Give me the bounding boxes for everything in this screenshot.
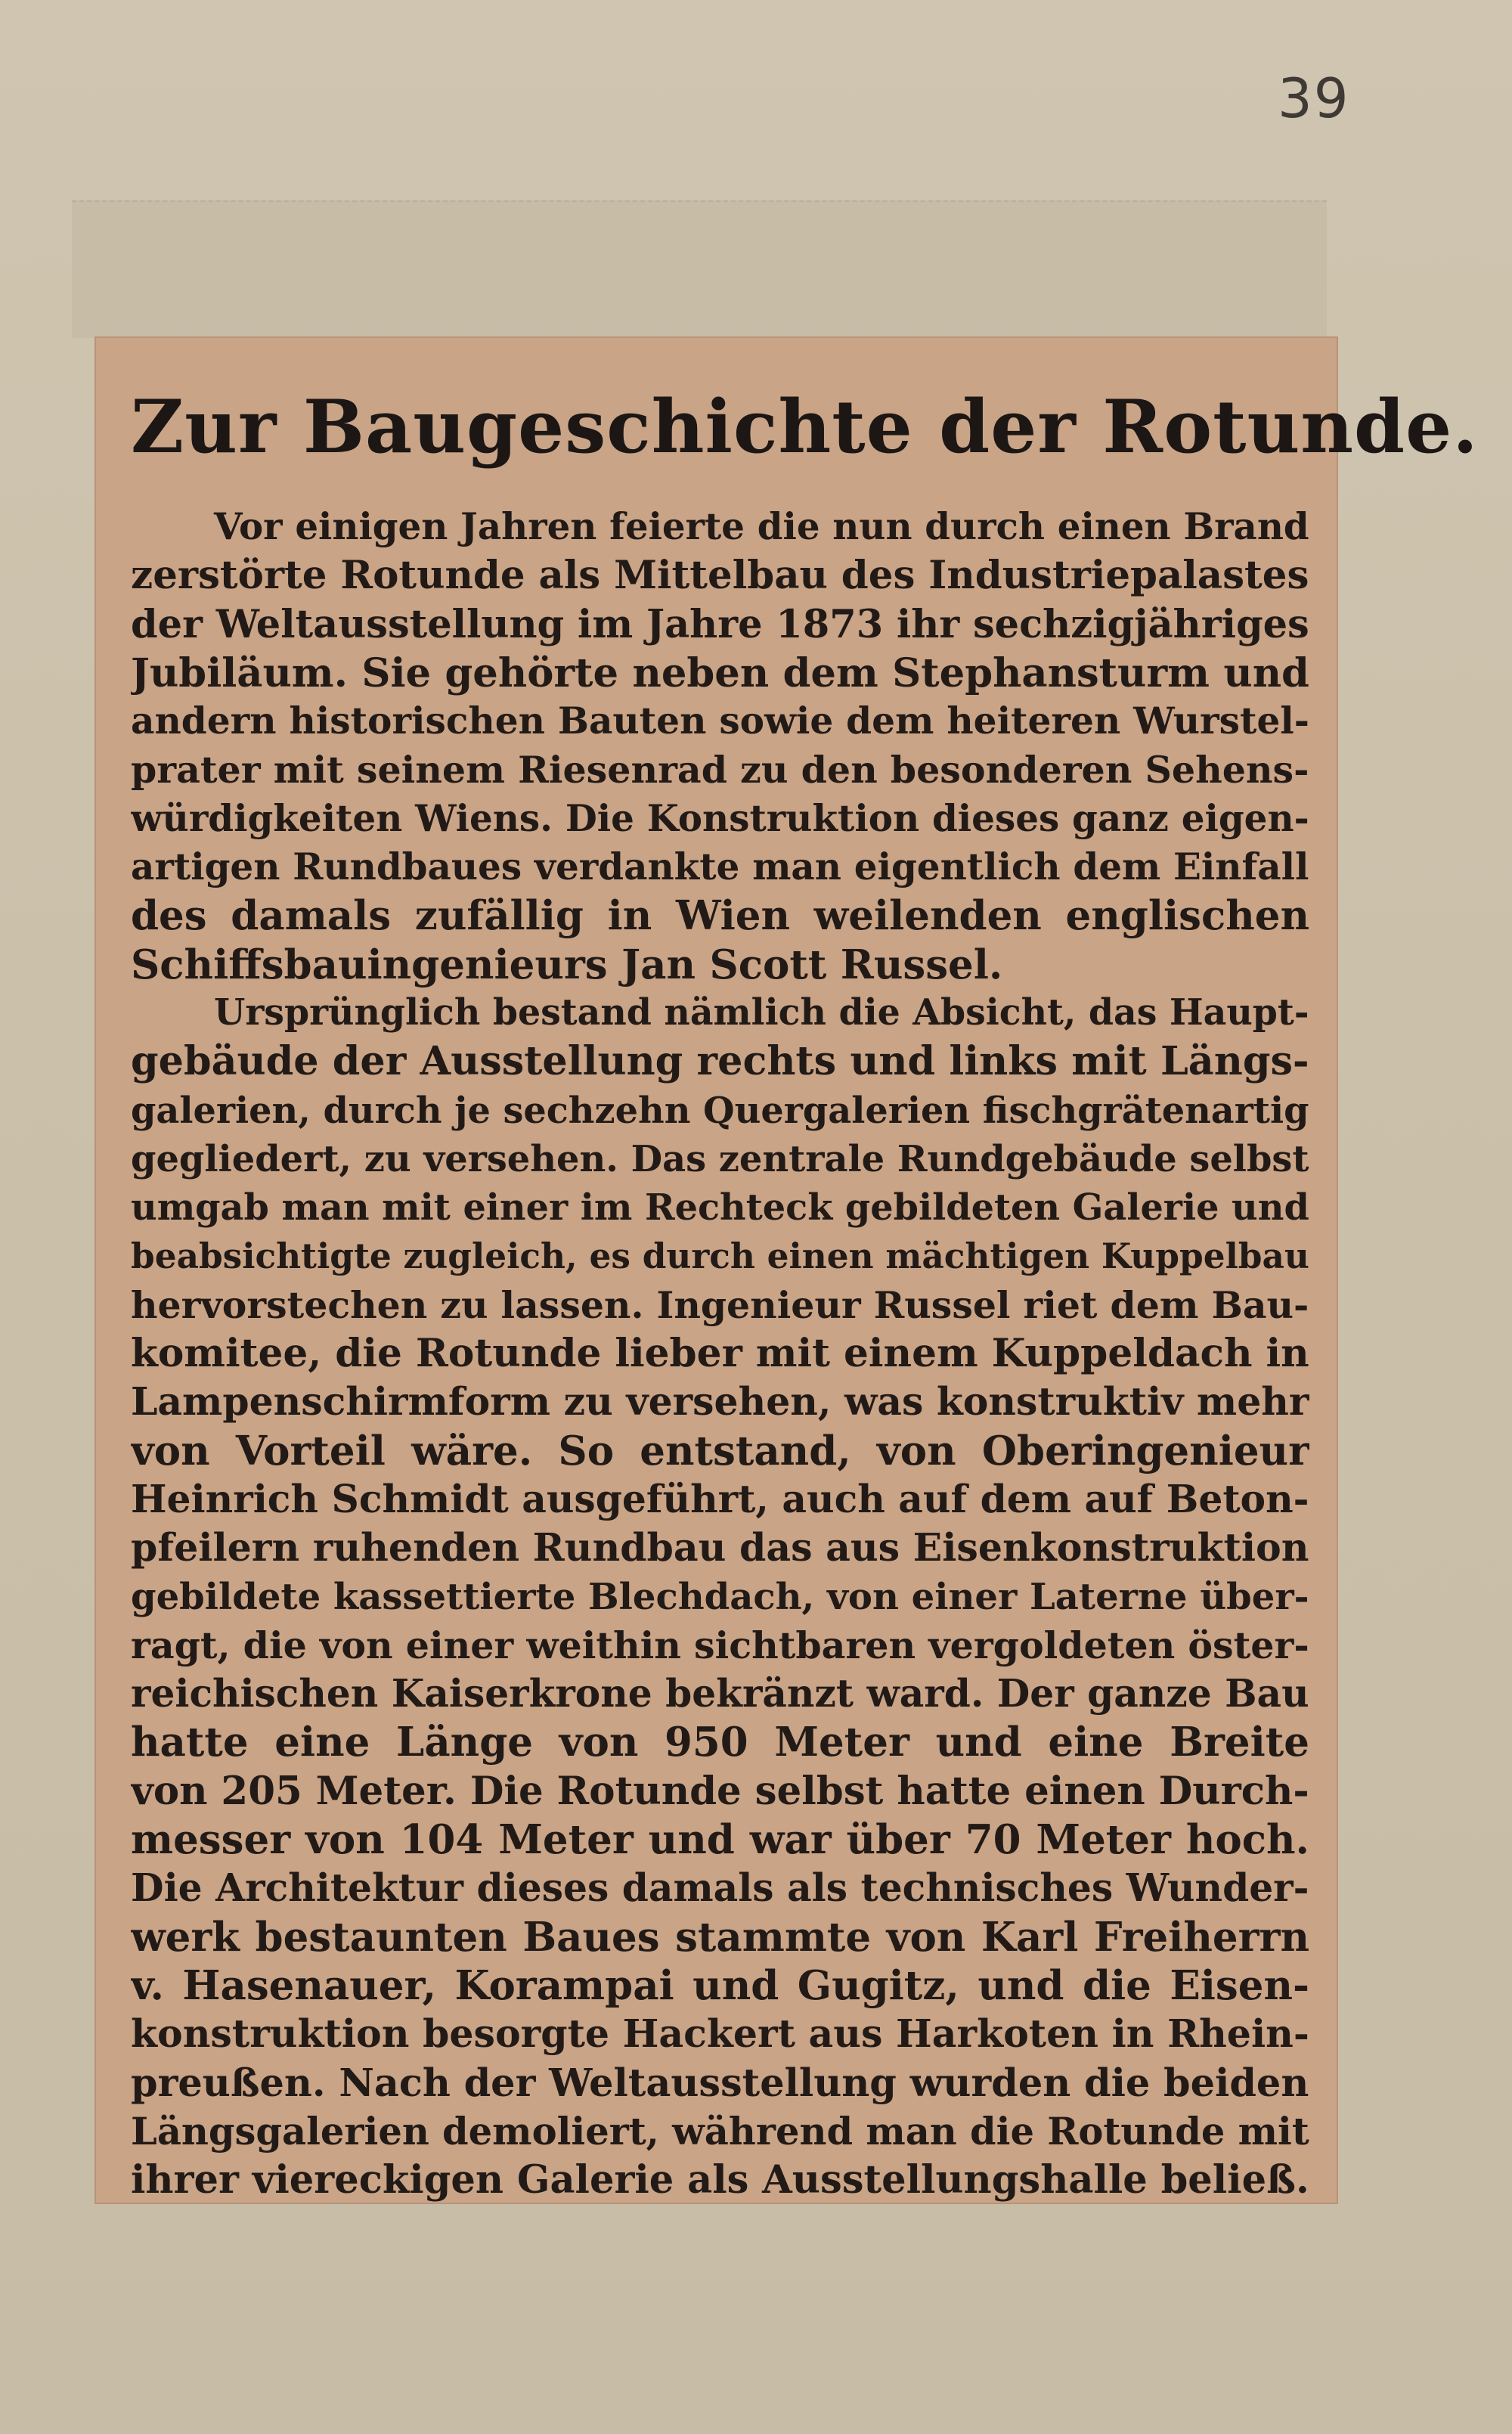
article-line: gebildete kassettierte Blechdach, von einer Laterne über- [131, 1575, 1309, 1618]
article-line: von 205 Meter. Die Rotunde selbst hatte einen Durch- [131, 1768, 1309, 1814]
article-line: preußen. Nach der Weltausstellung wurden die beiden [131, 2060, 1309, 2106]
article-line: ragt, die von einer weithin sichtbaren vergoldeten öster- [131, 1623, 1309, 1667]
article-line: komitee, die Rotunde lieber mit einem Kuppeldach in [131, 1330, 1309, 1377]
article-line: pfeilern ruhenden Rundbau das aus Eisenkonstruktion [131, 1525, 1309, 1570]
article-line: beabsichtigte zugleich, es durch einen mächtigen Kuppelbau [131, 1236, 1309, 1277]
article-line: galerien, durch je sechzehn Quergalerien fischgrätenartig [131, 1089, 1309, 1132]
article-line: würdigkeiten Wiens. Die Konstruktion dieses ganz eigen- [131, 797, 1309, 840]
article-line: ihrer viereckigen Galerie als Ausstellungshalle beließ. [131, 2157, 1309, 2203]
article-line: Ursprünglich bestand nämlich die Absicht, das Haupt- [214, 991, 1309, 1034]
article-line: zerstörte Rotunde als Mittelbau des Industriepalastes [131, 553, 1309, 599]
article-line: Längsgalerien demoliert, während man die Rotunde mit [131, 2109, 1309, 2153]
underlying-clipping-remnant [72, 200, 1327, 338]
article-line: andern historischen Bauten sowie dem heiteren Wurstel- [131, 699, 1309, 743]
article-line: hatte eine Länge von 950 Meter und eine Breite [131, 1719, 1309, 1766]
article-line: Die Architektur dieses damals als technisches Wunder- [131, 1865, 1309, 1911]
article-body [131, 503, 1309, 2204]
article-line: hervorstechen zu lassen. Ingenieur Russel riet dem Bau- [131, 1282, 1309, 1327]
article-line: des damals zufällig in Wien weilenden englischen [131, 892, 1309, 940]
article-line: Schiffsbauingenieurs Jan Scott Russel. [131, 941, 1003, 988]
article-line: von Vorteil wäre. So entstand, von Oberingenieur [131, 1427, 1309, 1474]
article-line: Heinrich Schmidt ausgeführt, auch auf dem auf Beton- [131, 1476, 1309, 1521]
article-line: gegliedert, zu versehen. Das zentrale Rundgebäude selbst [131, 1137, 1309, 1180]
article-line: gebäude der Ausstellung rechts und links mit Längs- [131, 1038, 1309, 1085]
page-number: 39 [1278, 67, 1350, 130]
article-line: Lampenschirmform zu versehen, was konstruktiv mehr [131, 1379, 1309, 1425]
article-title: Zur Baugeschichte der Rotunde. [131, 384, 1479, 470]
article-paragraph [131, 989, 1309, 2204]
article-line: messer von 104 Meter und war über 70 Meter hoch. [131, 1816, 1309, 1864]
article-line: reichischen Kaiserkrone bekränzt ward. Der ganze Bau [131, 1671, 1309, 1716]
article-line: konstruktion besorgte Hackert aus Harkoten in Rhein- [131, 2011, 1309, 2057]
article-paragraph [131, 503, 1309, 989]
article-line: werk bestaunten Baues stammte von Karl Freiherrn [131, 1913, 1309, 1961]
article-line: Jubiläum. Sie gehörte neben dem Stephansturm und [131, 649, 1309, 696]
article-line: artigen Rundbaues verdankte man eigentlich dem Einfall [131, 846, 1309, 889]
article-line: prater mit seinem Riesenrad zu den besonderen Sehens- [131, 748, 1309, 792]
newspaper-clipping [94, 336, 1479, 2204]
article-line: v. Hasenauer, Korampai und Gugitz, und die Eisen- [131, 1961, 1309, 2009]
article-line: umgab man mit einer im Rechteck gebildeten Galerie und [131, 1186, 1309, 1229]
article-line: der Weltausstellung im Jahre 1873 ihr sechzigjähriges [131, 601, 1309, 647]
article-line: Vor einigen Jahren feierte die nun durch einen Brand [214, 506, 1309, 548]
